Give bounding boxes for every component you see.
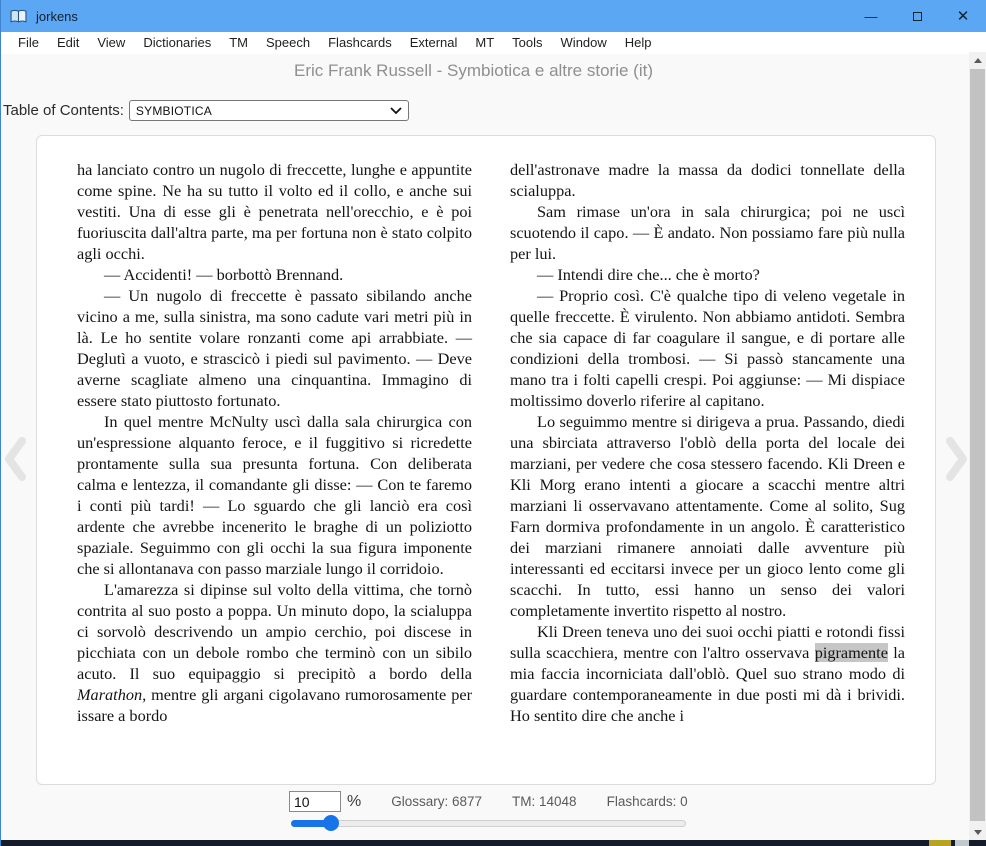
toc-selected-value: SYMBIOTICA	[135, 103, 212, 118]
book-paragraph	[77, 411, 472, 579]
text-segment: dell'astronave madre la massa da dodici tonnellate della scialuppa.	[510, 160, 905, 200]
left-text-column	[77, 159, 472, 764]
flashcards-count: Flashcards: 0	[606, 794, 688, 809]
menu-speech[interactable]: Speech	[266, 35, 311, 50]
chevron-right-icon	[945, 436, 969, 482]
text-segment: — Un nugolo di freccette è passato sibilando anche vicino a me, sulla sinistra, ma sono cadute vari metri più in là. Le ho sentite volare ronzanti come api arrabbiate. — Deglutì a vuoto, e strascicò i piedi sul pavimento. — Deve averne scagliate almeno una cinquantina. Immagino di essere stato piuttosto fortunato.	[77, 286, 472, 410]
taskbar-fragment	[929, 840, 951, 846]
text-segment: — Intendi dire che... che è morto?	[537, 265, 760, 284]
toc-select[interactable]	[129, 100, 409, 121]
vertical-scrollbar[interactable]	[969, 52, 986, 840]
text-segment: mentre gli argani cigolavano rumorosamente per issare a bordo	[77, 685, 472, 725]
text-segment: In quel mentre McNulty uscì dalla sala chirurgica con un'espressione alquanto feroce, e il fuggitivo si ricredette prontamente sulla sua presunta fortuna. Con deliberata calma e lentezza, il comandante gli disse: — Con te faremo i conti più tardi! — Lo sguardo che gli lanciò era così ardente che avrebbe incenerito le braghe di un poliziotto spaziale. Seguimmo con gli occhi la sua figura imponente che si allontanava con passo marziale lungo il corridoio.	[77, 412, 472, 578]
title-bar	[1, 0, 986, 32]
window-title: jorkens	[36, 8, 78, 24]
menu-flashcards[interactable]: Flashcards	[328, 35, 392, 50]
text-segment: Sam rimase un'ora in sala chirurgica; poi ne uscì scuotendo il capo. — È andato. Non possiamo fare più nulla per lui.	[510, 202, 905, 263]
taskbar-sliver	[1, 840, 986, 846]
text-segment: L'amarezza si dipinse sul volto della vittima, che tornò contrita al suo posto a poppa. Un minuto dopo, la scialuppa ci sorvolò descrivendo un ampio cerchio, poi discese in picchiata con un debole rombo che terminò con un sibilo acuto. Il suo equipaggio si precipitò a bordo della	[77, 580, 472, 683]
close-icon: ✕	[956, 8, 970, 25]
italic-term: Marathon,	[77, 685, 147, 704]
maximize-button[interactable]	[894, 0, 940, 32]
book-paragraph	[510, 159, 905, 201]
tm-count: TM: 14048	[512, 794, 577, 809]
menu-bar	[1, 32, 986, 54]
chevron-left-icon	[3, 436, 27, 482]
menu-edit[interactable]: Edit	[56, 35, 80, 50]
menu-tm[interactable]: TM	[229, 35, 249, 50]
arrow-down-icon	[974, 830, 982, 835]
book-paragraph	[510, 621, 905, 726]
book-paragraph	[510, 264, 905, 285]
slider-thumb[interactable]	[323, 815, 339, 831]
book-paragraph	[510, 411, 905, 621]
right-text-column	[510, 159, 905, 764]
menu-file[interactable]: File	[18, 35, 39, 50]
scrollbar-thumb[interactable]	[970, 69, 985, 821]
slider-track[interactable]	[291, 820, 686, 827]
scroll-down-button[interactable]	[969, 824, 986, 840]
menu-view[interactable]: View	[97, 35, 126, 50]
text-segment: ha lanciato contro un nugolo di freccette, lunghe e appuntite come spine. Ne ha su tutto il volto ed il collo, e anche sui vestiti. Una di esse gli è penetrata nell'orecchio, e è poi fuoriuscita dall'altra parte, ma per fortuna non è stato colpito agli occhi.	[77, 160, 472, 263]
chevron-down-icon	[390, 107, 402, 115]
toc-row	[3, 100, 409, 121]
menu-mt[interactable]: MT	[475, 35, 495, 50]
close-button[interactable]	[940, 0, 986, 32]
open-book-icon	[10, 9, 27, 24]
book-paragraph	[77, 159, 472, 264]
percent-label: %	[347, 792, 362, 810]
book-paragraph	[510, 201, 905, 264]
minimize-button[interactable]	[848, 0, 894, 32]
text-segment: — Accidenti! — borbottò Brennand.	[104, 265, 344, 284]
footer-controls	[289, 791, 688, 812]
text-segment: Lo seguimmo mentre si dirigeva a prua. Passando, diedi una sbirciata attraverso l'oblò della porta del locale dei marziani, per vedere che cosa stessero facendo. Kli Dreen e Kli Morg erano intenti a giocare a scacchi mentre altri marziani li osservavano attentamente. Come al solito, Sug Farn dormiva profondamente in un angolo. È caratteristico dei marziani rimanere annoiati dalle avventure più interessanti ed eccitarsi invece per un gioco lento come gli scacchi. In tutto, essi hanno un senso dei valori completamente invertito rispetto al nostro.	[510, 412, 905, 620]
book-paragraph	[77, 285, 472, 411]
next-page-button[interactable]	[945, 436, 969, 487]
book-paragraph	[77, 264, 472, 285]
text-segment: — Proprio così. C'è qualche tipo di veleno vegetale in quelle freccette. È virulento. Non abbiamo antidoti. Sembra che sia capace di far coagulare il sangue, e di portare alle condizioni della trombosi. — Si passò stancamente una mano tra i folti capelli crespi. Poi aggiunse: — Mi dispiace moltissimo doverlo riferire al capitano.	[510, 286, 905, 410]
menu-external[interactable]: External	[409, 35, 458, 50]
book-paragraph	[510, 285, 905, 411]
taskbar-fragment	[955, 840, 969, 846]
menu-tools[interactable]: Tools	[512, 35, 543, 50]
position-slider[interactable]	[291, 817, 686, 829]
minimize-icon: —	[864, 8, 878, 24]
book-paragraph	[77, 579, 472, 726]
text-segment: la mia faccia incorniciata dall'oblò. Quel suo strano modo di guardare contemporaneamente in due posti mi dà i brividi. Ho sentito dire che anche i	[510, 643, 905, 725]
menu-dictionaries[interactable]: Dictionaries	[143, 35, 212, 50]
text-segment: Kli Dreen teneva uno dei suoi occhi piatti e rotondi fissi sulla scacchiera, mentre con l'altro osservava	[510, 622, 905, 662]
highlighted-term: pigramente	[814, 643, 888, 662]
reader-panel	[36, 135, 936, 785]
maximize-icon	[913, 12, 922, 21]
glossary-count: Glossary: 6877	[391, 794, 483, 809]
toc-label: Table of Contents:	[3, 102, 124, 119]
arrow-up-icon	[974, 58, 982, 63]
zoom-percent-input[interactable]	[289, 791, 341, 812]
scroll-up-button[interactable]	[969, 52, 986, 68]
menu-window[interactable]: Window	[560, 35, 607, 50]
previous-page-button[interactable]	[3, 436, 27, 487]
menu-help[interactable]: Help	[624, 35, 652, 50]
book-title: Eric Frank Russell - Symbiotica e altre storie (it)	[294, 61, 653, 80]
